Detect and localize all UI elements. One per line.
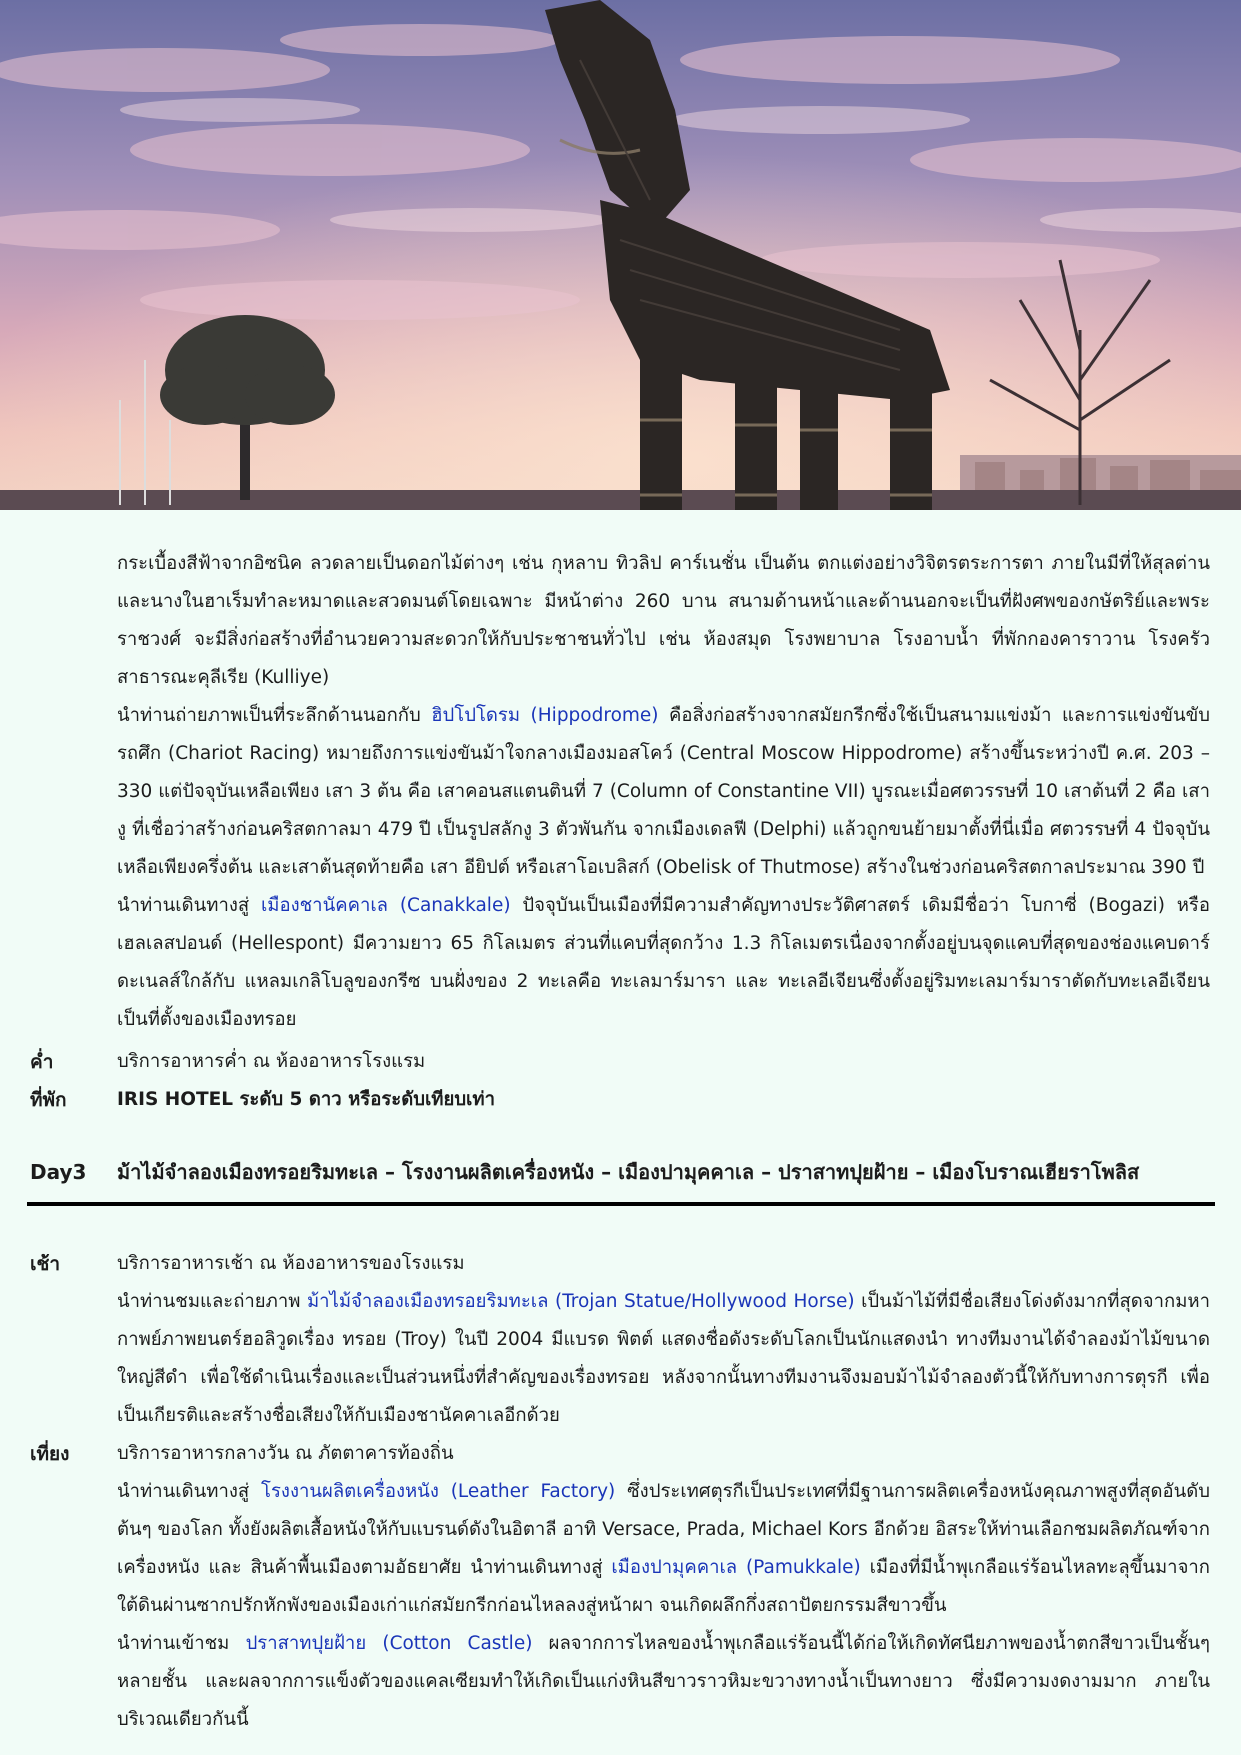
highlight-cotton-castle: ปราสาทปุยฝ้าย (Cotton Castle) <box>245 1633 533 1654</box>
paragraph-leather-factory <box>117 1473 1210 1625</box>
highlight-trojan-statue: ม้าไม้จำลองเมืองทรอยริมทะเล (Trojan Statue/Hollywood Horse) <box>306 1291 855 1312</box>
highlight-leather-factory: โรงงานผลิตเครื่องหนัง (Leather Factory) <box>261 1481 616 1502</box>
text-dinner: บริการอาหารค่ำ ณ ห้องอาหารโรงแรม <box>117 1051 426 1072</box>
label-dinner: ค่ำ <box>30 1051 54 1073</box>
label-breakfast: เช้า <box>30 1253 61 1275</box>
label-hotel: ที่พัก <box>30 1089 67 1111</box>
text-segment: เป็นม้าไม้ที่มีชื่อเสียงโด่งดังมากที่สุดจากมหากาพย์ภาพยนตร์ฮอลิวูดเรื่อง ทรอย (Troy) ในปี 2004 มีแบรด พิตต์ แสดงชื่อดังระดับโลกเป็นนักแสดงนำ ทางทีมงานได้จำลองม้าไม้ขนาดใหญ่สีดำ เพื่อใช้ดำเนินเรื่องและเป็นส่วนหนึ่งที่สำคัญของเรื่องทรอย หลังจากนั้นทางทีมงานจึงมอบม้าไม้จำลองตัวนี้ให้กับทางการตุรกี เพื่อเป็นเกียรติและสร้างชื่อเสียงให้กับเมืองชานัคคาเลอีกด้วย <box>117 1291 1210 1426</box>
text-breakfast: บริการอาหารเช้า ณ ห้องอาหารของโรงแรม <box>117 1253 465 1274</box>
highlight-canakkale: เมืองชานัคคาเล (Canakkale) <box>260 895 511 916</box>
text-segment: ซึ่งประเทศตุรกีเป็นประเทศที่มีฐานการผลิตเครื่องหนังคุณภาพสูงที่สุดอันดับต้นๆ ของโลก ทั้งยังผลิตเสื้อหนังให้กับแบรนด์ดังในอิตาลี อาทิ Versace, Prada, Michael Kors อีกด้วย อิสระให้ท่านเลือกชมผลิตภัณฑ์จากเครื่องหนัง และ สินค้าพื้นเมืองตามอัธยาศัย นำท่านเดินทางสู่ <box>117 1481 1210 1578</box>
paragraph-trojan-horse <box>117 1283 1210 1435</box>
day-label: Day3 <box>30 1160 87 1184</box>
text-segment: คือสิ่งก่อสร้างจากสมัยกรีกซึ่งใช้เป็นสนามแข่งม้า และการแข่งขันขับรถศึก (Chariot Racing) หมายถึงการแข่งขันม้าใจกลางเมืองมอสโคว์ (Central Moscow Hippodrome) สร้างขึ้นระหว่างปี ค.ศ. 203 – 330 แต่ปัจจุบันเหลือเพียง เสา 3 ต้น คือ เสาคอนสแตนตินที่ 7 (Column of Constantine VII) บูรณะเมื่อศตวรรษที่ 10 เสาต้นที่ 2 คือ เสางู ที่เชื่อว่าสร้างก่อนคริสตกาลมา 479 ปี เป็นรูปสลักงู 3 ตัวพันกัน จากเมืองเดลฟี (Delphi) แล้วถูกขนย้ายมาตั้งที่นี่เมื่อ ศตวรรษที่ 4 ปัจจุบันเหลือเพียงครึ่งต้น และเสาต้นสุดท้ายคือ เสา อียิปต์ หรือเสาโอเบลิสก์ (Obelisk of Thutmose) สร้างในช่วงก่อนคริสตกาลประมาณ 390 ปี <box>117 705 1210 878</box>
text-segment: นำท่านเดินทางสู่ <box>117 1481 262 1502</box>
text-segment: นำท่านเข้าชม <box>117 1633 246 1654</box>
highlight-hippodrome: ฮิปโปโดรม (Hippodrome) <box>431 705 659 726</box>
text-segment: เมืองที่มีน้ำพุเกลือแร่ร้อนไหลทะลุขึ้นมาจากใต้ดินผ่านซากปรักหักพังของเมืองเก่าแก่สมัยกรีกก่อนไหลลงสู่หน้าผา จนเกิดผลึกกึ่งสถาปัตยกรรมสีขาวขึ้น <box>117 1557 1210 1616</box>
day-title: ม้าไม้จำลองเมืองทรอยริมทะเล – โรงงานผลิตเครื่องหนัง – เมืองปามุคคาเล – ปราสาทปุยฝ้าย – เมืองโบราณเฮียราโพลิส <box>117 1160 1140 1184</box>
text-segment: ปัจจุบันเป็นเมืองที่มีความสำคัญทางประวัติศาสตร์ เดิมมีชื่อว่า โบกาซี่ (Bogazi) หรือ เฮลเลสปอนด์ (Hellespont) มีความยาว 65 กิโลเมตร ส่วนที่แคบที่สุดกว้าง 1.3 กิโลเมตรเนื่องจากตั้งอยู่บนจุดแคบที่สุดของช่องแคบดาร์ดะเนลส์ใกล้กับ แหลมเกลิโบลูของกรีซ บนฝั่งของ 2 ทะเลคือ ทะเลมาร์มารา และ ทะเลอีเจียนซึ่งตั้งอยู่ริมทะเลมาร์มาราตัดกับทะเลอีเจียน เป็นที่ตั้งของเมืองทรอย <box>117 895 1210 1030</box>
text-segment: ผลจากการไหลของน้ำพุเกลือแร่ร้อนนี้ได้ก่อให้เกิดทัศนียภาพของน้ำตกสีขาวเป็นชั้นๆ หลายชั้น และผลจากการแข็งตัวของแคลเซียมทำให้เกิดเป็นแก่งหินสีขาวราวหิมะขวางทางน้ำเป็นทางยาว ซึ่งมีความงดงามมาก ภายในบริเวณเดียวกันนี้ <box>117 1633 1210 1730</box>
text-lunch: บริการอาหารกลางวัน ณ ภัตตาคารท้องถิ่น <box>117 1443 454 1464</box>
label-lunch: เที่ยง <box>30 1443 70 1465</box>
text-hotel: IRIS HOTEL ระดับ 5 ดาว หรือระดับเทียบเท่า <box>117 1089 495 1110</box>
paragraph-cotton-castle <box>117 1625 1210 1739</box>
divider <box>27 1202 1215 1206</box>
trojan-horse-photo <box>0 0 1241 510</box>
text-segment: นำท่านชมและถ่ายภาพ <box>117 1291 307 1312</box>
text-segment: นำท่านเดินทางสู่ <box>117 895 261 916</box>
paragraph-canakkale <box>117 887 1210 1039</box>
paragraph-mosque-description: กระเบื้องสีฟ้าจากอิซนิค ลวดลายเป็นดอกไม้ต่างๆ เช่น กุหลาบ ทิวลิป คาร์เนชั่น เป็นต้น ตกแต่งอย่างวิจิตรตระการตา ภายในมีที่ให้สุลต่านและนางในฮาเร็มทำละหมาดและสวดมนต์โดยเฉพาะ มีหน้าต่าง 260 บาน สนามด้านหน้าและด้านนอกจะเป็นที่ฝังศพของกษัตริย์และพระราชวงศ์ จะมีสิ่งก่อสร้างที่อำนวยความสะดวกให้กับประชาชนทั่วไป เช่น ห้องสมุด โรงพยาบาล โรงอาบน้ำ ที่พักกองคาราวาน โรงครัวสาธารณะคุลีเรีย (Kulliye) <box>117 553 1210 688</box>
paragraph-hippodrome <box>117 697 1210 887</box>
text-segment: นำท่านถ่ายภาพเป็นที่ระลึกด้านนอกกับ <box>117 705 432 726</box>
hero-photo <box>0 0 1241 510</box>
highlight-pamukkale: เมืองปามุคคาเล (Pamukkale) <box>611 1557 861 1578</box>
